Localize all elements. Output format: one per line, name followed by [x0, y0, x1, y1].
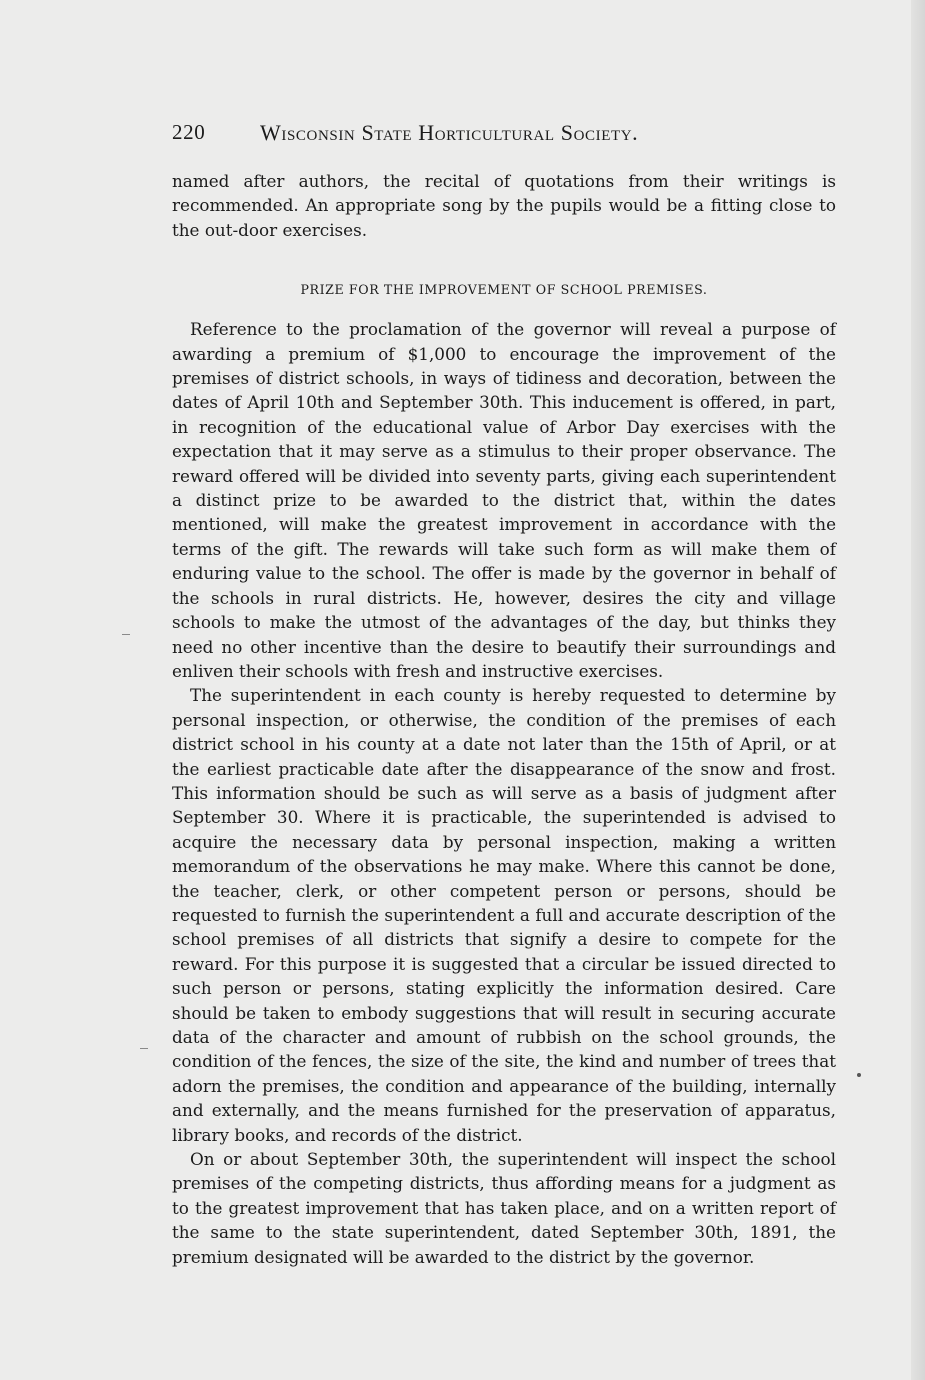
page-number: 220	[172, 120, 206, 144]
running-header	[172, 120, 832, 152]
margin-dot	[857, 1073, 861, 1077]
paragraph-proclamation: Reference to the proclamation of the governor will reveal a purpose of awarding a premium of $1,000 to encourage the improvement of the premises of district schools, in ways of tidiness and decoration, between the dates of April 10th and September 30th. This inducement is offered, in part, in recognition of the educational value of Arbor Day exercises with the expectation that it may serve as a stimulus to their proper observance. The reward offered will be divided into seventy parts, giving each superintendent a distinct prize to be awarded to the district that, within the dates mentioned, will make the greatest improvement in accordance with the terms of the gift. The rewards will take such form as will make them of enduring value to the school. The offer is made by the governor in behalf of the schools in rural districts. He, however, desires the city and village schools to make the utmost of the advantages of the day, but thinks they need no other incentive than the desire to beautify their surroundings and enliven their schools with fresh and instructive exercises.	[172, 319, 836, 681]
page-edge-shadow	[911, 0, 925, 1380]
section-heading: PRIZE FOR THE IMPROVEMENT OF SCHOOL PREMISES.	[300, 282, 708, 298]
running-title: Wisconsin State Horticultural Society.	[260, 120, 639, 145]
page-body	[172, 169, 836, 1269]
paragraph-superintendent-duties: The superintendent in each county is hereby requested to determine by personal inspection, or otherwise, the condition of the premises of each district school in his county at a date not later than the 15th of April, or at the earliest practicable date after the disappearance of the snow and frost. This information should be such as will serve as a basis of judgment after September 30. Where it is practicable, the superintended is advised to acquire the necessary data by personal inspection, making a written memorandum of the observations he may make. Where this cannot be done, the teacher, clerk, or other competent person or persons, should be requested to furnish the superintendent a full and accurate description of the school premises of all districts that signify a desire to compete for the reward. For this purpose it is suggested that a circular be issued directed to such person or persons, stating explicitly the information desired. Care should be taken to embody suggestions that will result in securing accurate data of the character and amount of rubbish on the school grounds, the condition of the fences, the size of the site, the kind and number of trees that adorn the premises, the condition and appearance of the building, internally and externally, and the means furnished for the preservation of apparatus, library books, and records of the district.	[172, 685, 836, 1145]
paragraph-award: On or about September 30th, the superintendent will inspect the school premises of the competing districts, thus affording means for a judgment as to the greatest improvement that has taken place, and on a written report of the same to the state superintendent, dated September 30th, 1891, the premium designated will be awarded to the district by the governor.	[172, 1149, 836, 1267]
intro-paragraph: named after authors, the recital of quotations from their writings is recommended. An appropriate song by the pupils would be a fitting close to the out-door exercises.	[172, 171, 836, 240]
margin-mark	[122, 634, 130, 635]
margin-mark	[140, 1048, 148, 1049]
